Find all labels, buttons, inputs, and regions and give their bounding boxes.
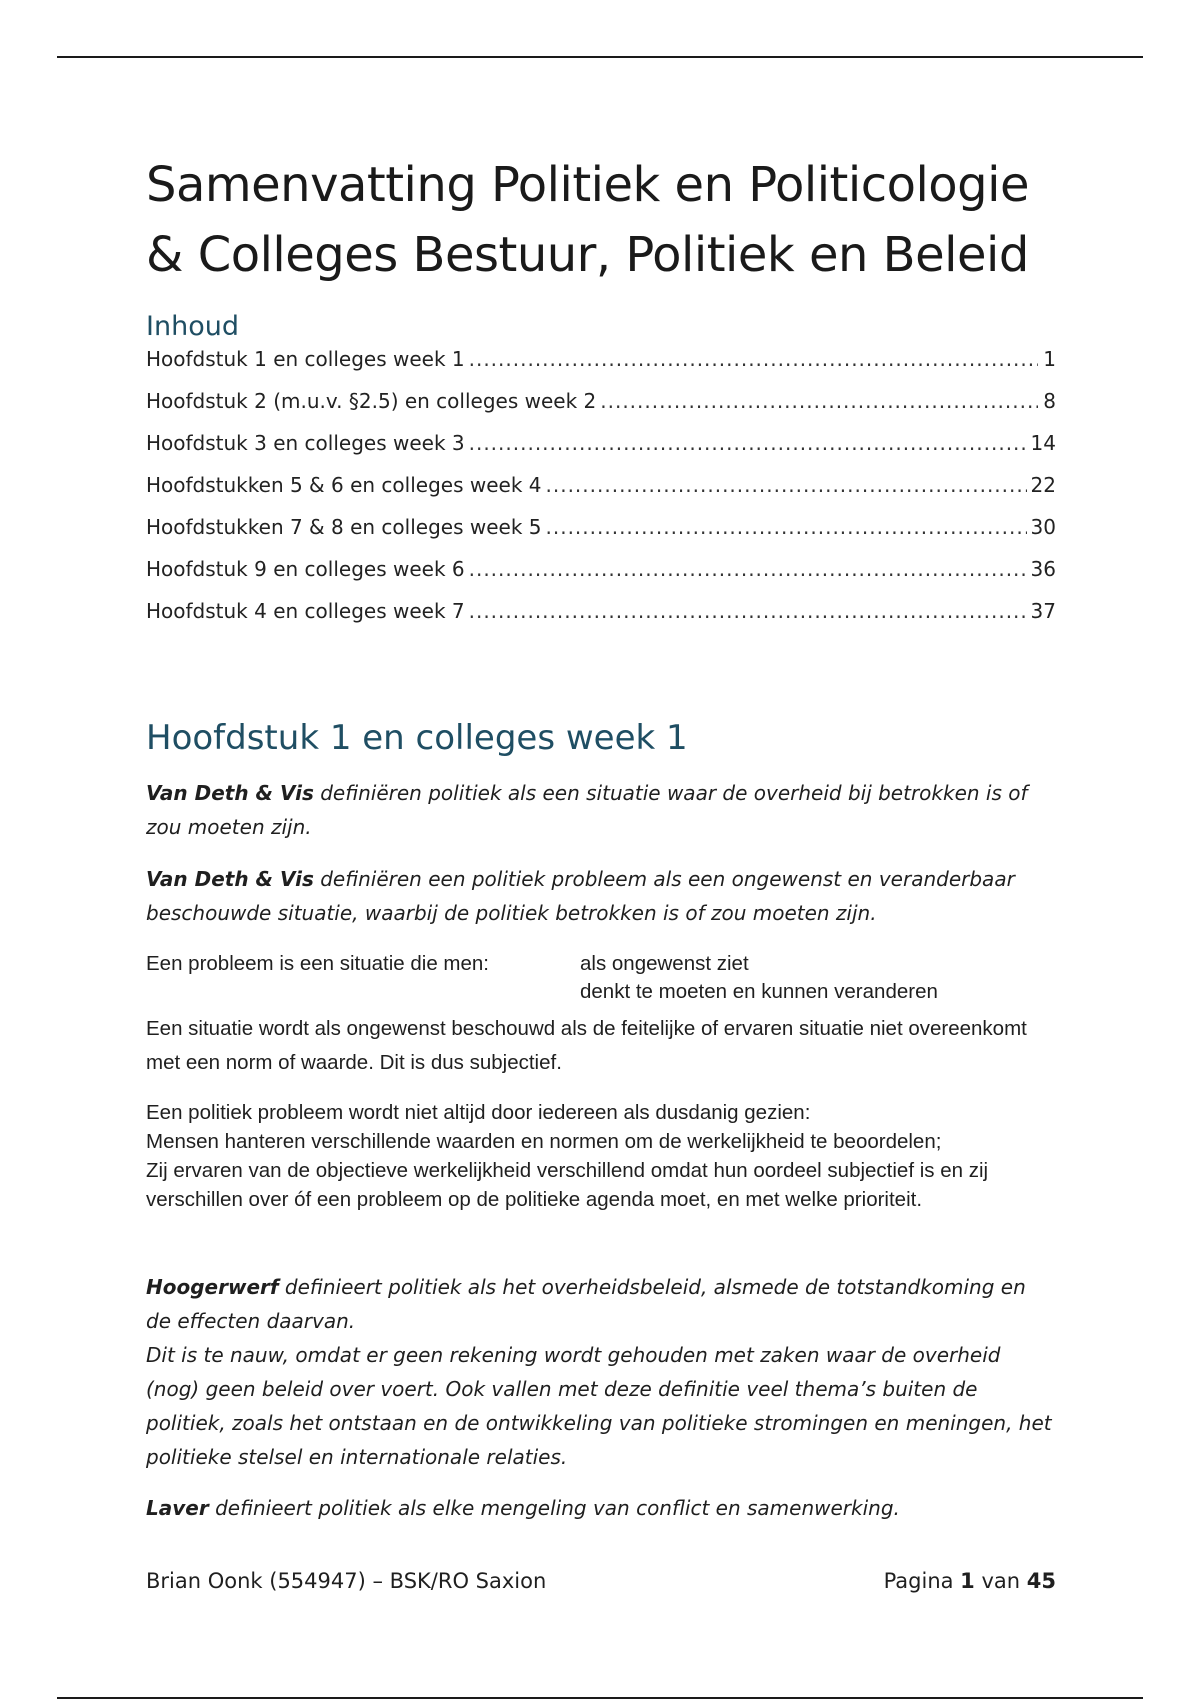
toc-entry-label: Hoofdstukken 5 & 6 en colleges week 4	[146, 473, 542, 497]
footer-author: Brian Oonk (554947) – BSK/RO Saxion	[146, 1569, 547, 1593]
document-title	[146, 150, 1056, 290]
top-rule	[57, 56, 1143, 58]
table-of-contents	[146, 347, 1056, 641]
toc-leader-dots	[546, 515, 1027, 539]
current-page: 1	[960, 1569, 975, 1593]
toc-entry-page: 14	[1030, 431, 1056, 455]
toc-leader-dots	[469, 599, 1027, 623]
author-name: Van Deth & Vis	[146, 867, 314, 891]
toc-entry[interactable]	[146, 473, 1056, 515]
page-footer	[146, 1569, 1056, 1593]
toc-leader-dots	[469, 431, 1027, 455]
problem-criterion: als ongewenst ziet	[580, 952, 749, 975]
bottom-rule	[57, 1697, 1143, 1699]
toc-entry[interactable]	[146, 557, 1056, 599]
toc-entry[interactable]	[146, 515, 1056, 557]
toc-entry[interactable]	[146, 431, 1056, 473]
paragraph-van-deth-politics	[146, 776, 1056, 844]
paragraph-line: Een politiek probleem wordt niet altijd door iedereen als dusdanig gezien:	[146, 1101, 811, 1124]
toc-entry-label: Hoofdstuk 2 (m.u.v. §2.5) en colleges week 2	[146, 389, 597, 413]
total-pages: 45	[1026, 1569, 1056, 1593]
paragraph-laver	[146, 1491, 1056, 1525]
section-heading: Hoofdstuk 1 en colleges week 1	[146, 718, 688, 758]
toc-entry-label: Hoofdstukken 7 & 8 en colleges week 5	[146, 515, 542, 539]
problem-criteria	[580, 950, 938, 1006]
paragraph-political-problem	[146, 1098, 1056, 1214]
paragraph-text: definiëren een politiek probleem als een ongewenst en veranderbaar beschouwde situatie, waarbij de politiek betrokken is of zou moeten zijn.	[146, 867, 1015, 925]
paragraph-text: definieert politiek als elke mengeling van conflict en samenwerking.	[208, 1496, 900, 1520]
problem-criterion: denkt te moeten en kunnen veranderen	[580, 980, 938, 1003]
toc-entry[interactable]	[146, 347, 1056, 389]
paragraph-text: definiëren politiek als een situatie waar de overheid bij betrokken is of zou moeten zijn.	[146, 781, 1028, 839]
toc-entry-label: Hoofdstuk 9 en colleges week 6	[146, 557, 465, 581]
author-name: Laver	[146, 1496, 209, 1520]
toc-entry-page: 8	[1043, 389, 1056, 413]
toc-heading: Inhoud	[146, 311, 239, 342]
toc-leader-dots	[469, 557, 1027, 581]
toc-leader-dots	[546, 473, 1027, 497]
footer-page-number: Pagina 1 van 45	[883, 1569, 1056, 1593]
paragraph-text: definieert politiek als het overheidsbeleid, alsmede de totstandkoming en de effecten daarvan.	[146, 1275, 1026, 1333]
paragraph-critique: Dit is te nauw, omdat er geen rekening wordt gehouden met zaken waar de overheid (nog) geen beleid over voert. Ook vallen met deze definitie veel thema’s buiten de politiek, zoals het ontstaan en de ontwikkeling van politieke stromingen en meningen, het politieke stelsel en internationale relaties.	[146, 1343, 1052, 1469]
toc-entry-label: Hoofdstuk 3 en colleges week 3	[146, 431, 465, 455]
toc-leader-dots	[469, 347, 1038, 371]
toc-entry-page: 36	[1030, 557, 1056, 581]
toc-entry[interactable]	[146, 599, 1056, 641]
paragraph-hoogerwerf	[146, 1270, 1056, 1474]
paragraph-undesired-situation: Een situatie wordt als ongewenst beschouwd als de feitelijke of ervaren situatie niet overeenkomt met een norm of waarde. Dit is dus subjectief.	[146, 1017, 1027, 1074]
toc-entry-page: 1	[1043, 347, 1056, 371]
author-name: Hoogerwerf	[146, 1275, 279, 1299]
title-line-1: Samenvatting Politiek en Politicologie	[146, 157, 1029, 213]
toc-entry[interactable]	[146, 389, 1056, 431]
toc-entry-label: Hoofdstuk 4 en colleges week 7	[146, 599, 465, 623]
toc-entry-label: Hoofdstuk 1 en colleges week 1	[146, 347, 465, 371]
toc-leader-dots	[600, 389, 1038, 413]
title-line-2: & Colleges Bestuur, Politiek en Beleid	[146, 227, 1029, 283]
toc-entry-page: 22	[1030, 473, 1056, 497]
problem-lead: Een probleem is een situatie die men:	[146, 952, 490, 975]
paragraph-van-deth-problem	[146, 862, 1056, 930]
paragraph-line: Zij ervaren van de objectieve werkelijkheid verschillend omdat hun oordeel subjectief is en zij verschillen over óf een probleem op de politieke agenda moet, en met welke prioriteit.	[146, 1159, 989, 1211]
paragraph-line: Mensen hanteren verschillende waarden en normen om de werkelijkheid te beoordelen;	[146, 1130, 942, 1153]
toc-entry-page: 30	[1030, 515, 1056, 539]
toc-entry-page: 37	[1030, 599, 1056, 623]
author-name: Van Deth & Vis	[146, 781, 314, 805]
